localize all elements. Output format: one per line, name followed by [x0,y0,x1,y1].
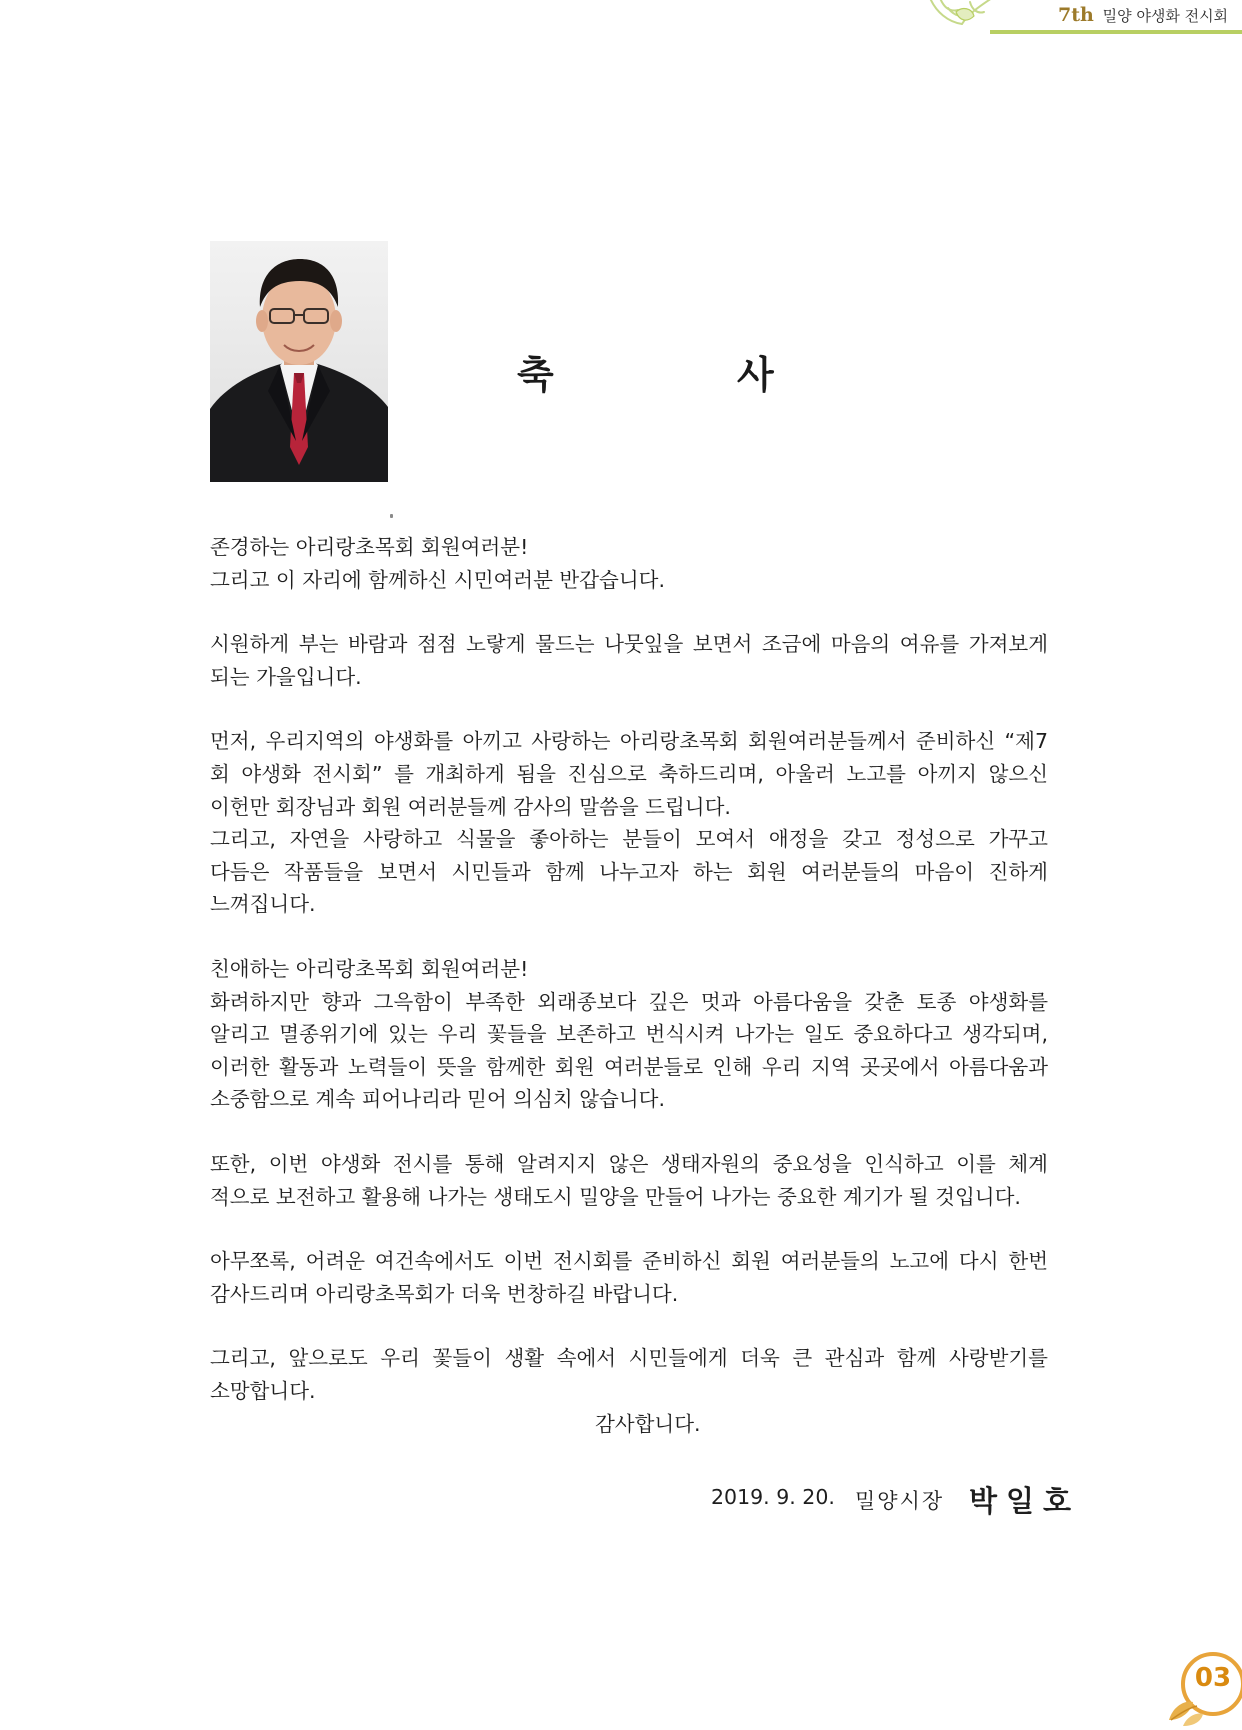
paragraph [210,628,1048,693]
body-line: 이러한 활동과 노력들이 뜻을 함께한 회원 여러분들로 인해 우리 지역 곳곳에서 아름다움과 [210,1054,1048,1079]
body-line: 이헌만 회장님과 회원 여러분들께 감사의 말씀을 드립니다. [210,794,731,819]
paragraph [210,1148,1048,1213]
body-line: 적으로 보전하고 활용해 나가는 생태도시 밀양을 만들어 나가는 중요한 계기가 될 것입니다. [210,1184,1021,1209]
body-line: 다듬은 작품들을 보면서 시민들과 함께 나누고자 하는 회원 여러분들의 마음이 진하게 [210,859,1048,884]
page-title: 축 사 [517,353,859,397]
signature-date: 2019. 9. 20. [711,1485,835,1509]
portrait-photo [210,241,388,482]
scan-speck [390,514,393,518]
page-number: 03 [1194,1663,1232,1693]
paragraph [210,531,1048,596]
paragraph [210,725,1048,921]
body-line: 먼저, 우리지역의 야생화를 아끼고 사랑하는 아리랑초목회 회원여러분들께서 준비하신 “제7 [210,729,1048,754]
body-line: 감사드리며 아리랑초목회가 더욱 번창하길 바랍니다. [210,1281,679,1306]
paragraph [210,953,1048,1116]
body-line: 시원하게 부는 바람과 점점 노랗게 물드는 나뭇잎을 보면서 조금에 마음의 여유를 가져보게 [210,632,1048,657]
body-line: 알리고 멸종위기에 있는 우리 꽃들을 보존하고 번식시켜 나가는 일도 중요하다고 생각되며, [210,1022,1048,1047]
edition-label: 7th [1058,4,1094,26]
event-label: 밀양 야생화 전시회 [1102,7,1229,25]
body-line: 그리고, 앞으로도 우리 꽃들이 생활 속에서 시민들에게 더욱 큰 관심과 함께 사랑받기를 [210,1346,1048,1371]
body-line: 아무쪼록, 어려운 여건속에서도 이번 전시회를 준비하신 회원 여러분들의 노고에 다시 한번 [210,1249,1048,1274]
body-line: 친애하는 아리랑초목회 회원여러분! [210,956,529,981]
body-line: 화려하지만 향과 그윽함이 부족한 외래종보다 깊은 멋과 아름다움을 갖춘 토종 야생화를 [210,989,1048,1014]
message-body [210,531,1048,1439]
header-rule [990,30,1242,34]
body-line: 되는 가을입니다. [210,664,362,689]
paragraph [210,1342,1048,1407]
body-line: 회 야생화 전시회” 를 개최하게 됨을 진심으로 축하드리며, 아울러 노고를 아끼지 않으신 [210,761,1048,786]
body-line: 소망합니다. [210,1378,316,1403]
body-line: 소중함으로 계속 피어나리라 믿어 의심치 않습니다. [210,1087,665,1112]
body-line: 존경하는 아리랑초목회 회원여러분! [210,535,529,559]
paragraph [210,1245,1048,1310]
running-header [1058,4,1228,26]
body-line: 또한, 이번 야생화 전시를 통해 알려지지 않은 생태자원의 중요성을 인식하고 이를 체계 [210,1151,1048,1176]
body-line: 느껴집니다. [210,892,316,917]
signature-role: 밀양시장 [855,1489,945,1513]
signature-name: 박일호 [969,1484,1081,1518]
closing-text: 감사합니다. [595,1412,701,1436]
leaf-ornament-icon [918,0,998,40]
body-line: 그리고, 자연을 사랑하고 식물을 좋아하는 분들이 모여서 애정을 갖고 정성으로 가꾸고 [210,827,1048,852]
body-line: 그리고 이 자리에 함께하신 시민여러분 반갑습니다. [210,567,665,592]
